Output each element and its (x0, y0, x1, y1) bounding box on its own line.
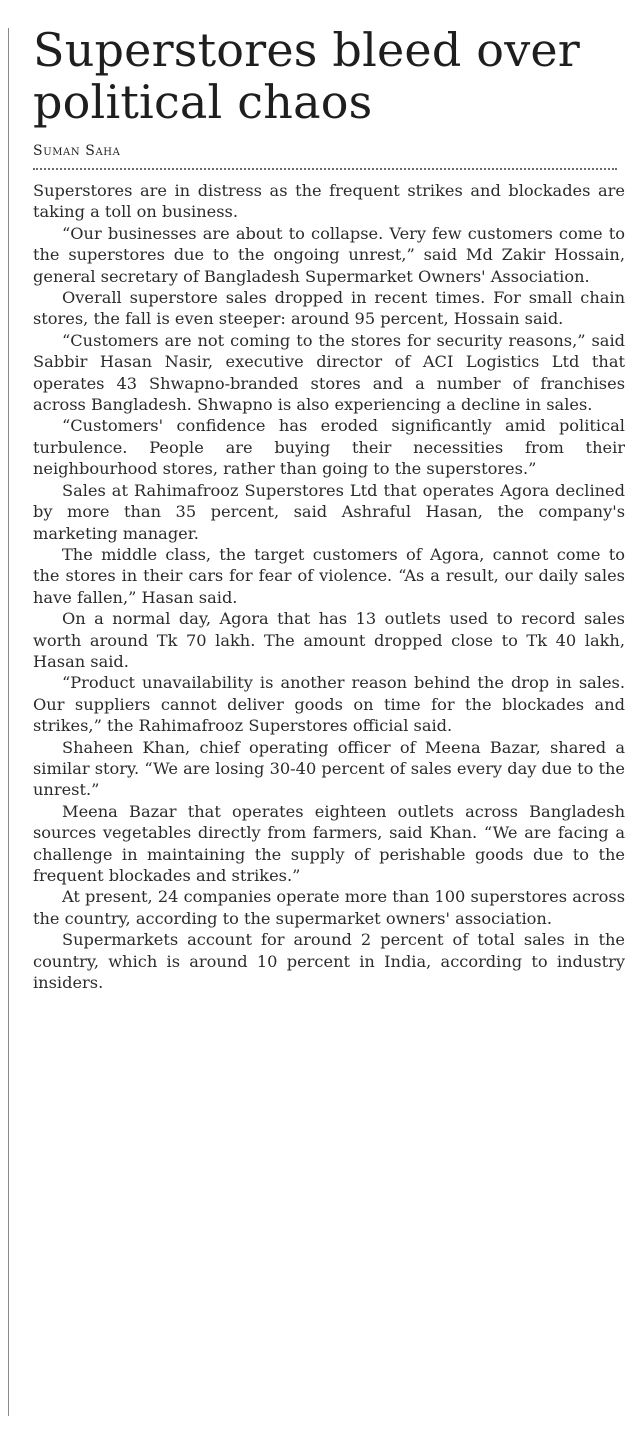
paragraph: The middle class, the target customers of Agora, cannot come to the stores in their cars for fear of violence. “As a result, our daily sales have fallen,” Hasan said. (33, 544, 625, 607)
headline: Superstores bleed over political chaos (33, 23, 580, 129)
article-body (33, 180, 625, 993)
dotted-separator (33, 168, 617, 170)
paragraph: Supermarkets account for around 2 percent of total sales in the country, which is around 10 percent in India, according to industry insiders. (33, 930, 625, 993)
paragraph: “Product unavailability is another reason behind the drop in sales. Our suppliers cannot deliver goods on time for the blockades and strikes,” the Rahimafrooz Superstores official said. (33, 673, 625, 736)
paragraph: “Customers are not coming to the stores for security reasons,” said Sabbir Hasan Nasir, executive director of ACI Logistics Ltd that operates 43 Shwapno-branded stores and a number of franchises across Bangladesh. Shwapno is also experiencing a decline in sales. (33, 330, 625, 415)
paragraph: Overall superstore sales dropped in recent times. For small chain stores, the fall is even steeper: around 95 percent, Hossain said. (33, 288, 625, 329)
byline: Suman Saha (33, 143, 121, 159)
paragraph: At present, 24 companies operate more than 100 superstores across the country, according to the supermarket owners' association. (33, 887, 626, 928)
paragraph: Shaheen Khan, chief operating officer of Meena Bazar, shared a similar story. “We are losing 30-40 percent of sales every day due to the unrest.” (33, 737, 625, 800)
paragraph: Meena Bazar that operates eighteen outlets across Bangladesh sources vegetables directly from farmers, said Khan. “We are facing a challenge in maintaining the supply of perishable goods due to the frequent blockades and strikes.” (33, 801, 625, 885)
paragraph: Sales at Rahimafrooz Superstores Ltd that operates Agora declined by more than 35 percent, said Ashraful Hasan, the company's marketing manager. (33, 480, 625, 543)
paragraph: “Customers' confidence has eroded significantly amid political turbulence. People are buying their necessities from their neighbourhood stores, rather than going to the superstores.” (33, 416, 625, 479)
paragraph: “Our businesses are about to collapse. Very few customers come to the superstores due to the ongoing unrest,” said Md Zakir Hossain, general secretary of Bangladesh Supermarket Owners' Association. (33, 223, 625, 286)
news-article (33, 0, 625, 993)
column-rule (8, 28, 9, 1416)
paragraph: On a normal day, Agora that has 13 outlets used to record sales worth around Tk 70 lakh. The amount dropped close to Tk 40 lakh, Hasan said. (33, 609, 625, 671)
paragraph: Superstores are in distress as the frequent strikes and blockades are taking a toll on business. (33, 181, 625, 222)
